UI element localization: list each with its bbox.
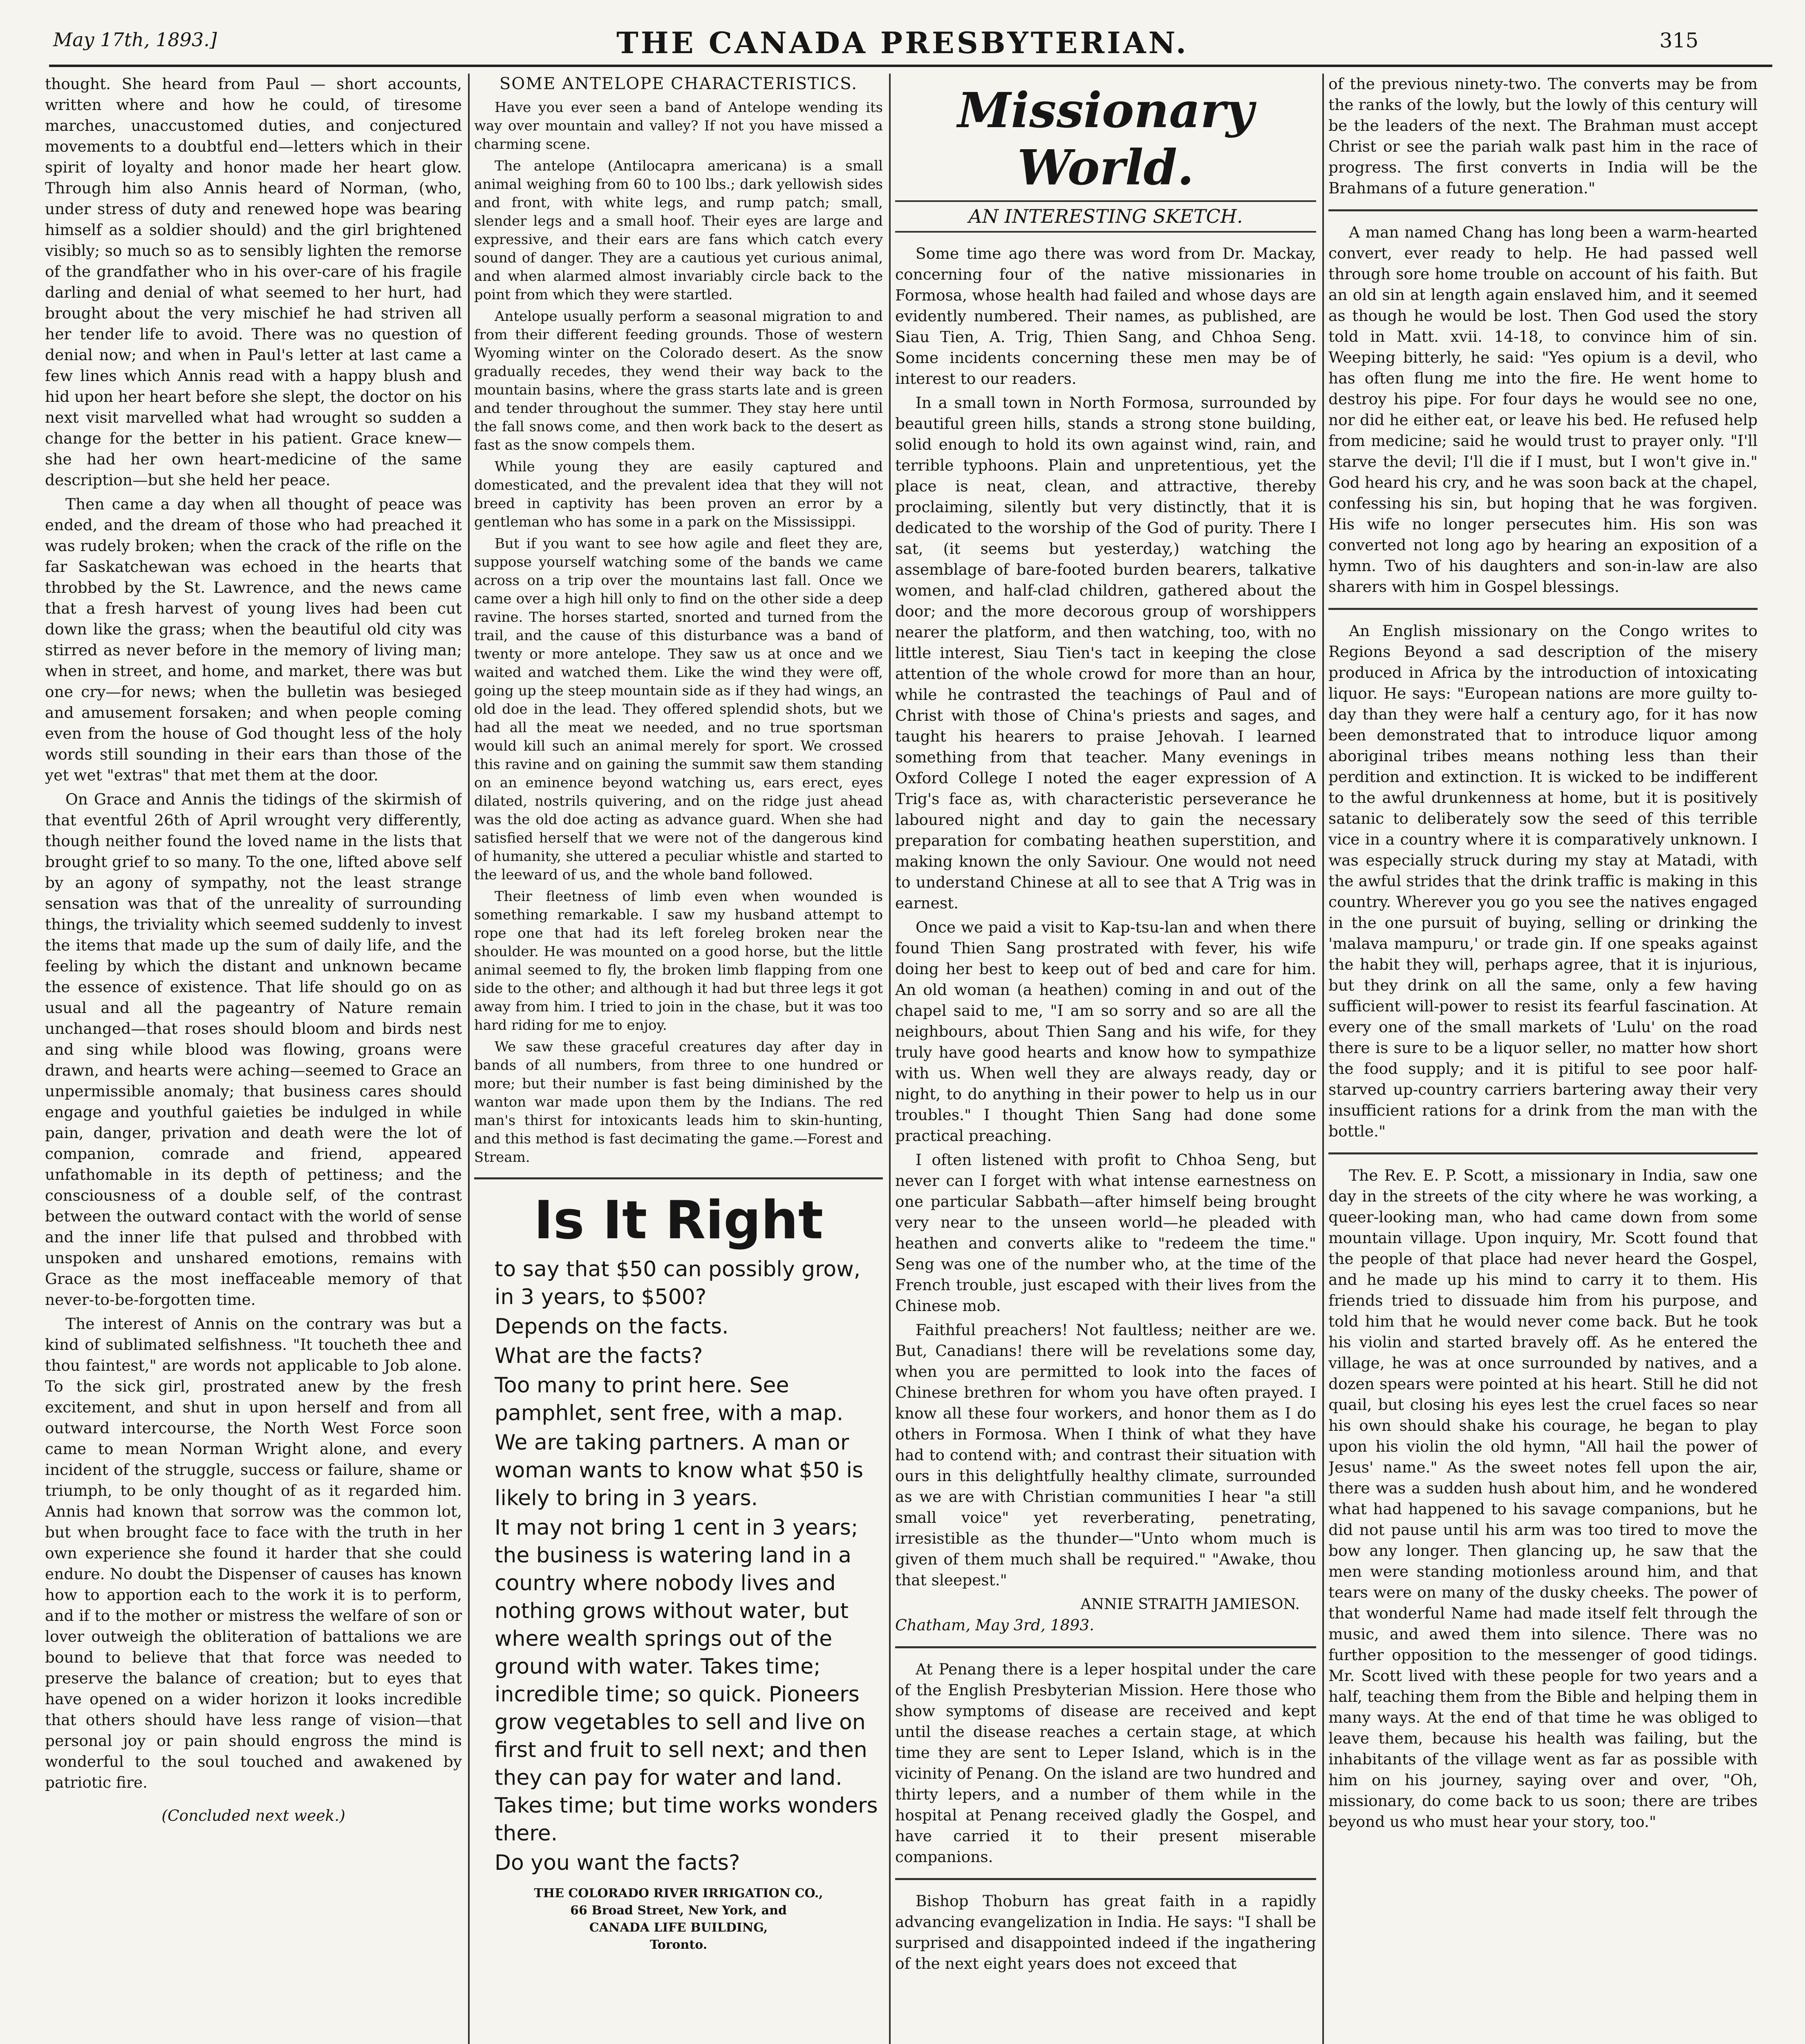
ad-line: It may not bring 1 cent in 3 years; the business is watering land in a country where nobody lives and nothing grows without water, but where wealth springs out of the ground with water. Takes time; incredible time; so quick. Pioneers grow vegetables to sell and live on first and fruit to sell next; and then they can pay for water and land. Takes time; but time works wonders there.: [495, 1515, 878, 1846]
article-heading: AN INTERESTING SKETCH.: [895, 200, 1316, 233]
article-paragraph: A man named Chang has long been a warm-hearted convert, ever ready to help. He had passed well through sore home trouble on account of his faith. But an old sin at length again enslaved him, and it seemed as though he would be lost. Then God used the story told in Matt. xvii. 14-18, to convince him of sin. Weeping bitterly, he said: "Yes opium is a devil, who has often flung me into the fire. He went home to destroy his pipe. For four days he would see no one, nor did he either eat, or leave his bed. He refused help from medicine; said he would trust to prayer only. "I'll starve the devil; I'll die if I must, but I won't give in." God heard his cry, and he was soon back at the chapel, confessing his sin, but hoping that he was forgiven. His wife no longer persecutes him. His son was converted not long ago by hearing an exposition of a hymn. Two of his daughters and son-in-law are also sharers with him in Gospel blessings.: [1328, 223, 1758, 596]
section-rule: [1328, 608, 1758, 610]
ad-title: Is It Right: [533, 1190, 824, 1251]
article-paragraph: Have you ever seen a band of Antelope wending its way over mountain and valley? If not you have missed a charming scene.: [474, 99, 883, 152]
header-rule: [49, 65, 1772, 67]
section-rule: [895, 1878, 1316, 1880]
article-paragraph: Some time ago there was word from Dr. Mackay, concerning four of the native missionaries in Formosa, whose health had failed and whose days are evidently numbered. Their names, as published, are Siau Tien, A. Trig, Thien Sang, and Chhoa Seng. Some incidents concerning these men may be of interest to our readers.: [895, 244, 1316, 388]
section-rule: [1328, 1152, 1758, 1154]
article-paragraph: of the previous ninety-two. The converts may be from the ranks of the lowly, but the lowly of this century will be the leaders of the next. The Brahman must accept Christ or see the pariah walk past him in the race of progress. The first converts in India will be the Brahmans of a future generation.": [1328, 75, 1758, 197]
ad-line: What are the facts?: [495, 1344, 703, 1368]
article-paragraph: Antelope usually perform a seasonal migration to and from their different feeding grounds. Those of western Wyoming winter on the Colorado desert. As the snow gradually recedes, they wend their way back to the mountain basins, where the grass starts late and is green and tender throughout the summer. They stay here until the fall snows come, and then work back to the desert as fast as the snow compels them.: [474, 308, 883, 453]
ad-line: Too many to print here. See pamphlet, sent free, with a map.: [495, 1373, 844, 1425]
story-paragraph: Then came a day when all thought of peace was ended, and the dream of those who had preached it was rudely broken; when the crack of the rifle on the far Saskatchewan was echoed in the hearts that throbbed by the St. Lawrence, and the news came that a fresh harvest of young lives had been cut down like the grass; when the beautiful old city was stirred as never before in the memory of living man; when in street, and home, and market, there was but one cry—for news; when the bulletin was besieged and amusement forsaken; and when people coming even from the house of God thought less of the holy words still sounding in their ears than those of the yet wet "extras" that met them at the door.: [45, 495, 462, 784]
ad-line: Depends on the facts.: [495, 1314, 729, 1339]
section-rule: [895, 1646, 1316, 1648]
article-paragraph: Once we paid a visit to Kap-tsu-lan and when there found Thien Sang prostrated with fever, his wife doing her best to keep out of bed and care for him. An old woman (a heathen) coming in and out of the chapel said to me, "I am so sorry and so are all the neighbours, about Thien Sang and his wife, for they truly have good hearts and know how to sympathize with us. When well they are always ready, day or night, to do anything in their power to help us in our troubles." I thought Thien Sang had done some practical preaching.: [895, 918, 1316, 1145]
column-divider: [1322, 74, 1324, 2044]
column-divider: [889, 74, 891, 2044]
story-paragraph: The interest of Annis on the contrary was but a kind of sublimated selfishness. "It toucheth thee and thou faintest," are words not applicable to Job alone. To the sick girl, prostrated anew by the fresh excitement, and shut in upon herself and from all outward intercourse, the North West Force soon came to mean Norman Wright alone, and every incident of the struggle, success or failure, shame or triumph, to be only thought of as it regarded him. Annis had known that sorrow was the common lot, but when brought face to face with the truth in her own experience she found it harder that she could endure. No doubt the Dispenser of causes has known how to apportion each to the work it is to perform, and if to the mother or mistress the welfare of son or lover outweigh the obliteration of battalions we are bound to believe that that force was needed to preserve the balance of creation; but to eyes that have opened on a wider horizon it looks incredible that others should have less range of vision—that personal joy or pain should engross the mind is wonderful to the soul touched and awakened by patriotic fire.: [45, 1315, 462, 1791]
ad-line: to say that $50 can possibly grow, in 3 years, to $500?: [495, 1257, 861, 1309]
column-missionary-continued: [1328, 74, 1758, 2044]
section-title: Missionary World.: [957, 82, 1254, 196]
newspaper-title: THE CANADA PRESBYTERIAN.: [616, 25, 1189, 60]
story-paragraph: On Grace and Annis the tidings of the skirmish of that eventful 26th of April wrought very differently, though neither found the loved name in the lists that brought grief to so many. To the one, lifted above self by an agony of sympathy, not the least strange sensation was that of the unreality of surrounding things, the triviality which seemed suddenly to invest the items that made up the sum of daily life, and the feeling by which the distant and unknown became the essence of existence. That life should go on as usual and all the pageantry of Nature remain unchanged—that roses should bloom and birds nest and sing while blood was flowing, groans were drawn, and hearts were aching—seemed to Grace an unpermissible anomaly; that business cares should engage and youthful gaieties be indulged in while pain, danger, privation and death were the lot of companion, comrade and friend, appeared unfathomable in its depth of pettiness; and the consciousness of a double self, of the contrast between the outward contact with the world of sense and the inner life that pulsed and throbbed with unspoken and unshared emotions, remains with Grace as the most ineffaceable memory of that never-to-be-forgotten time.: [45, 790, 462, 1309]
article-paragraph: In a small town in North Formosa, surrounded by beautiful green hills, stands a strong stone building, solid enough to hold its own against wind, rain, and terrible typhoons. Plain and unpretentious, yet the place is neat, clean, and attractive, thereby proclaiming, silently but very distinctly, that it is dedicated to the worship of the God of purity. There I sat, (it seems but yesterday,) watching the assemblage of bare-footed burden bearers, talkative women, and half-clad children, gathered about the door; and the more decorous group of worshippers nearer the platform, and then watching, too, with no little interest, Siau Tien's tact in keeping the close attention of the whole crowd for more than an hour, while he contrasted the teachings of Paul and of Christ with those of China's priests and sages, and taught his hearers to praise Jehovah. I learned something from that teacher. Many evenings in Oxford College I noted the eager expression of A Trig's face as, with characteristic perseverance he laboured night and day to gain the necessary preparation for combating heathen superstition, and making known the only Saviour. One would not need to understand Chinese at all to see that A Trig was in earnest.: [895, 394, 1316, 912]
article-paragraph: Their fleetness of limb even when wounded is something remarkable. I saw my husband attempt to rope one that had its left foreleg broken near the shoulder. He was mounted on a good horse, but the little animal seemed to fly, the broken limb flapping from one side to the other; and although it had but three legs it got away from him. I tried to join in the chase, but it was too hard riding for me to enjoy.: [474, 888, 883, 1033]
section-rule: [1328, 209, 1758, 211]
column-divider: [468, 74, 470, 2044]
article-paragraph: While young they are easily captured and domesticated, and the prevalent idea that they will not breed in captivity has been proven an error by a gentleman who has some in a park on the Mississippi.: [474, 459, 883, 530]
ad-line: Do you want the facts?: [495, 1851, 740, 1875]
dateline: Chatham, May 3rd, 1893.: [895, 1616, 1095, 1634]
article-paragraph: The antelope (Antilocapra americana) is a small animal weighing from 60 to 100 lbs.; dark yellowish sides and front, with white legs, and rump patch; small, slender legs and a small hoof. Their eyes are large and expressive, and their ears are fans which catch every sound of danger. They are a cautious yet curious animal, and when alarmed almost invariably circle back to the point from which they were startled.: [474, 158, 883, 303]
article-paragraph: Bishop Thoburn has great faith in a rapidly advancing evangelization in India. He says: "I shall be surprised and disappointed indeed if the ingathering of the next eight years does not exceed that: [895, 1892, 1316, 1972]
issue-date: May 17th, 1893.]: [53, 29, 217, 51]
advertisement: [474, 1190, 883, 1954]
article-paragraph: The Rev. E. P. Scott, a missionary in India, saw one day in the streets of the city where he was working, a queer-looking man, who had came down from some mountain village. Upon inquiry, Mr. Scott found that the people of that place had never heard the Gospel, and he made up his mind to carry it to them. His friends tried to dissuade him from his purpose, and told him that he would never come back. But he took his violin and started bravely off. As he entered the village, he was at once surrounded by natives, and a dozen spears were pointed at his heart. Still he did not quail, but closing his eyes lest the cruel faces so near his own should shake his courage, he began to play upon his violin the old hymn, "All hail the power of Jesus' name." As the sweet notes fell upon the air, there was a sudden hush about him, and he wondered what had happened to his savage companions, but he did not pause until his arm was too tired to move the bow any longer. Then glancing up, he saw that the men were standing motionless around him, and that tears were on many of the dusky cheeks. The power of that wonderful Name had made itself felt through the music, and awed them into silence. There was no further opposition to the messenger of good tidings. Mr. Scott lived with these people for two years and a half, teaching them from the Bible and helping them in many ways. At the end of that time he was obliged to leave them, because his health was failing, but the inhabitants of the village went as far as possible with him on his journey, saying over and over, "Oh, missionary, do come back to us soon; there are tribes beyond us who must hear your story, too.": [1328, 1166, 1758, 1831]
column-story: [45, 74, 462, 2044]
column-antelope: [474, 74, 883, 2044]
section-rule: [474, 1177, 883, 1179]
author-signature: ANNIE STRAITH JAMIESON.: [1080, 1596, 1300, 1613]
article-paragraph: I often listened with profit to Chhoa Seng, but never can I forget with what intense earnestness on one particular Sabbath—after himself being brought very near to the unseen world—he pleaded with heathen and converts alike to "redeem the time." Seng was one of the number who, at the time of the French trouble, just escaped with their lives from the Chinese mob.: [895, 1151, 1316, 1315]
article-paragraph: But if you want to see how agile and fleet they are, suppose yourself watching some of the bands we came across on a trip over the mountains last fall. Once we came over a high hill only to find on the other side a deep ravine. The horses started, snorted and turned from the trail, and the cause of this disturbance was a band of twenty or more antelope. They saw us at once and we waited and watched them. Like the wind they were off, going up the steep mountain side as if they had wings, an old doe in the lead. They offered splendid shots, but we had all the meat we needed, and no true sportsman would kill such an animal merely for sport. We crossed this ravine and on gaining the summit saw them standing on an eminence beyond watching us, ears erect, eyes dilated, nostrils quivering, and on the ridge just ahead was the old doe acting as advance guard. When she had satisfied herself that we were not of the dangerous kind of humanity, she uttered a peculiar whistle and started to the leeward of us, and the whole band followed.: [474, 536, 883, 883]
article-paragraph: Faithful preachers! Not faultless; neither are we. But, Canadians! there will be revelations some day, when you are permitted to look into the faces of Chinese brethren for whom you have often prayed. I know all these four workers, and honor them as I do others in Formosa. When I think of what they have had to contend with; and contrast their situation with ours in this delightfully healthy climate, surrounded as we are with Christian communities I hear "a still small voice" yet reverberating, penetrating, irresistible as the thunder—"Unto whom much is given of them much shall be required." "Awake, thou that sleepest.": [895, 1321, 1316, 1589]
article-paragraph: We saw these graceful creatures day after day in bands of all numbers, from three to one hundred or more; but their number is fast being diminished by the wanton war made upon them by the Indians. The red man's thirst for intoxicants leads him to skin-hunting, and this method is fast decimating the game.—Forest and Stream.: [474, 1039, 883, 1165]
story-paragraph: thought. She heard from Paul — short accounts, written where and how he could, of tiresome marches, unaccustomed duties, and conjectured movements to a doubtful end—letters which in their spirit of loyalty and honor made her heart glow. Through him also Annis heard of Norman, (who, under stress of duty and renewed hope was bearing himself as a soldier should) and the girl brightened visibly; so much so as to sensibly lighten the remorse of the grandfather who in his over-care of his fragile darling and denial of what seemed to her hurt, had brought about the very mischief he had striven all her tender life to avoid. There was no question of denial now; and when in Paul's letter at last came a few lines which Annis read with a happy blush and hid upon her heart before she slept, the doctor on his next visit marvelled what had wrought so sudden a change for the better in his patient. Grace knew—she had her own heart-medicine of the same description—but she held her peace.: [45, 75, 462, 489]
article-heading: SOME ANTELOPE CHARACTERISTICS.: [499, 74, 858, 93]
concluded-note: (Concluded next week.): [161, 1806, 345, 1824]
ad-city: Toronto.: [649, 1938, 708, 1952]
article-paragraph: At Penang there is a leper hospital under the care of the English Presbyterian Mission. Here those who show symptoms of disease are received and kept until the disease reaches a certain stage, at which time they are sent to Leper Island, which is in the vicinity of Penang. On the island are two hundred and thirty lepers, and a number of them while in the hospital at Penang received gladly the Gospel, and have carried it to their present miserable companions.: [895, 1660, 1316, 1866]
ad-company: THE COLORADO RIVER IRRIGATION CO.,: [534, 1886, 823, 1901]
ad-address: 66 Broad Street, New York, and: [570, 1903, 787, 1918]
column-missionary: [895, 74, 1316, 2044]
article-paragraph: An English missionary on the Congo writes to Regions Beyond a sad description of the misery produced in Africa by the introduction of intoxicating liquor. He says: "European nations are more guilty to-day than they were half a century ago, for it has now been demonstrated that to introduce liquor among aboriginal tribes means nothing less than their perdition and extinction. It is wicked to be indifferent to the awful drunkenness at home, but it is positively satanic to deliberately sow the seed of this terrible vice in a country where it is comparatively unknown. I was especially struck during my stay at Matadi, with the awful strides that the drink traffic is making in this country. Wherever you go you see the natives engaged in the one pursuit of buying, selling or drinking the 'malava mampuru,' or trade gin. If one speaks against the habit they will, perhaps agree, that it is injurious, but they drink on all the same, only a few having sufficient will-power to resist its fearful fascination. At every one of the small markets of 'Lulu' on the road there is sure to be a liquor seller, no matter how short the food supply; and it is pitiful to see poor half-starved up-country carriers bartering away their very insufficient rations for a drink from the man with the bottle.": [1328, 622, 1758, 1140]
ad-line: We are taking partners. A man or woman wants to know what $50 is likely to bring in 3 years.: [495, 1430, 863, 1511]
page-number: 315: [1659, 29, 1699, 52]
ad-address: CANADA LIFE BUILDING,: [589, 1921, 768, 1935]
